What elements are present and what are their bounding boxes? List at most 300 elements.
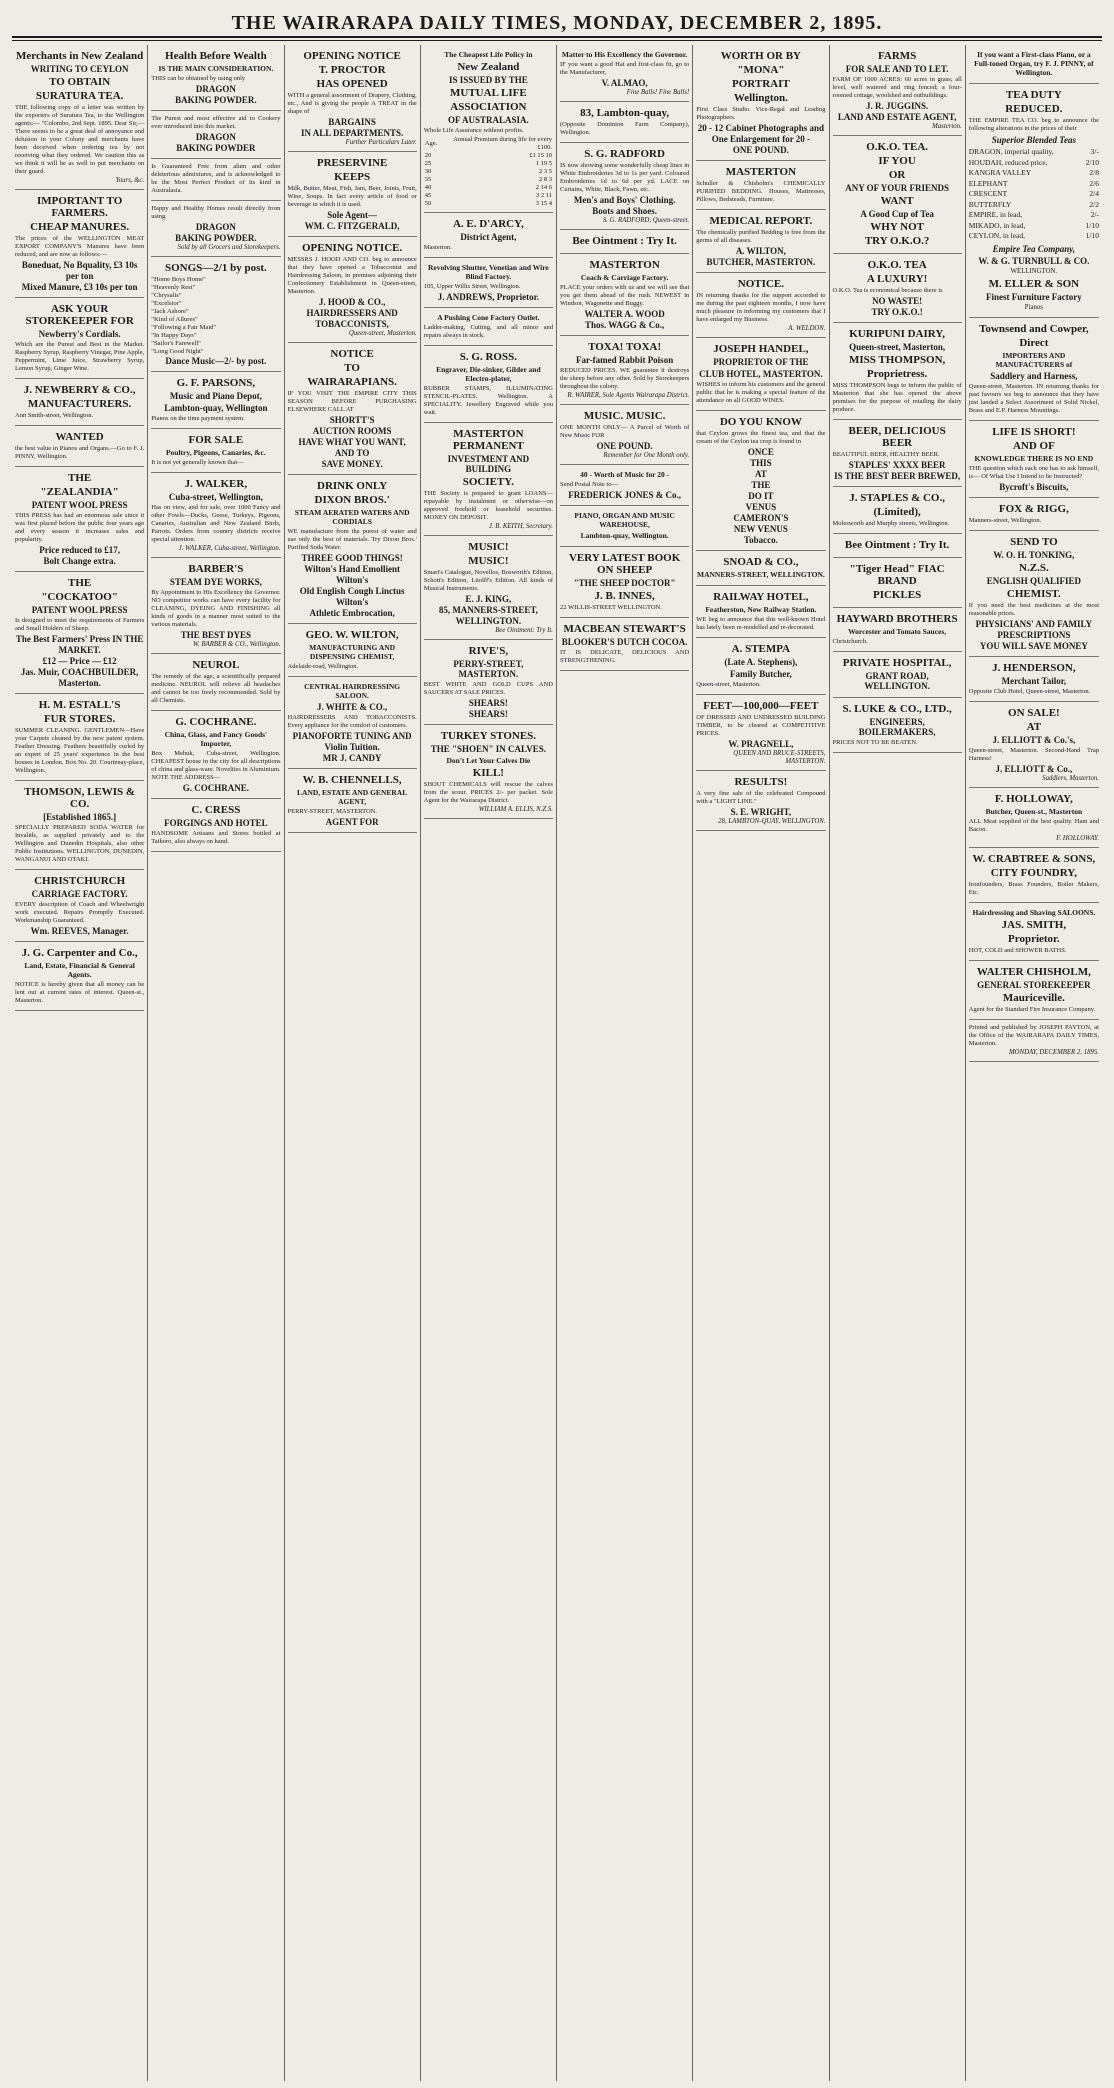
ad-signature: Saddlers, Masterton. — [1042, 774, 1099, 782]
ad-heading: MUSIC! — [468, 555, 509, 567]
ad-heading: J. G. Carpenter and Co., — [21, 947, 138, 959]
ad-display-line: W. & G. TURNBULL & CO. — [978, 255, 1090, 266]
ad-body: It is not yet generally known that— — [151, 459, 244, 466]
ad-heading: TOXA! TOXA! — [588, 341, 662, 353]
table-row — [424, 160, 553, 168]
ad-heading: DO YOU KNOW — [719, 416, 802, 428]
ad-heading: Butcher, Queen-st., Masterton — [985, 806, 1083, 816]
ad-body: THIS PRESS has had an enormous sale since it was first placed before the public four years ago and every season it increases sales and popularity. — [15, 512, 145, 543]
ad-heading: Finest Furniture Factory — [985, 291, 1082, 302]
ad-display-line: DRAGON — [195, 222, 236, 232]
ad-heading: "COCKATOO" — [41, 591, 118, 603]
ad-heading: 40 - Worth of Music for 20 - — [580, 470, 670, 479]
ad-heading: J. B. INNES, — [594, 590, 655, 602]
ad-heading: ENGLISH QUALIFIED — [986, 575, 1082, 586]
ad-body: SUMMER CLEANING. GENTLEMEN—Have your Carpets cleaned by the new patent system. Feather Dressing. Feathers beautifully curled by an expert of 25 years' experience in the best houses in London. Box No. 20. Courtenay-place, Wellington. — [15, 727, 145, 774]
ad-display-line: SAVE MONEY. — [321, 459, 383, 469]
ad-heading: (Limited), — [873, 506, 921, 518]
ad-heading: THE "SHOEN" IN CALVES. — [430, 744, 546, 754]
advertisement — [833, 487, 962, 534]
ad-display-line: VENUS — [745, 502, 777, 512]
ad-display-line: MR J. CANDY — [322, 753, 382, 763]
ad-signature: Remember for One Month only. — [603, 452, 690, 459]
advertisement — [424, 640, 553, 725]
ad-heading: MUSIC! — [468, 541, 509, 553]
ad-heading: Land, Estate, Financial & General Agents. — [24, 961, 135, 979]
ad-heading: DRINK ONLY — [317, 480, 388, 492]
advertisement — [288, 152, 417, 237]
tea-price: 2/6 — [1089, 178, 1099, 188]
ad-heading: OR — [888, 169, 906, 181]
ad-heading: GRANT ROAD, WELLINGTON. — [864, 671, 930, 691]
ad-signature: WILLIAM A. ELLIS, N.Z.S. — [478, 806, 553, 813]
ad-display-line: BAKING POWDER. — [175, 233, 257, 243]
ad-heading: N.Z.S. — [1019, 561, 1049, 574]
ad-heading: M. ELLER & SON — [988, 277, 1080, 290]
ad-body: The remedy of the age; a scientifically prepared medicine. NEUROL will relieve all headaches and cannot be too freely recommended. Sold by all Chemists. — [151, 673, 281, 704]
ad-heading: SURATURA TEA. — [35, 90, 124, 102]
ad-display-line: Violin Tuition. — [324, 742, 380, 752]
ad-heading: AND OF — [1012, 439, 1055, 452]
ad-display-line: Dance Music—2/- by post. — [165, 356, 267, 366]
ad-body: MISS THOMPSON begs to inform the public of Masterton that she has opened the above premises for the purpose of retailing the dairy produce. — [832, 382, 962, 413]
advertisement — [151, 473, 280, 558]
tea-price: 3/- — [1090, 147, 1099, 156]
ad-heading: SONGS—2/1 by post. — [164, 262, 267, 274]
ad-body: IF YOU VISIT THE EMPIRE CITY THIS SEASON BEFORE PURCHASING ELSEWHERE CALL AT — [287, 390, 417, 413]
ad-heading: ANY OF YOUR FRIENDS — [845, 183, 949, 193]
advertisement — [560, 254, 689, 336]
advertisement — [969, 318, 1099, 421]
ad-body: PERRY-STREET, MASTERTON. — [287, 808, 377, 815]
ad-heading: LAND, ESTATE AND GENERAL AGENT, — [297, 788, 408, 806]
tea-name: EMPIRE, in lead, — [968, 210, 1023, 219]
advertisement — [969, 531, 1099, 657]
ad-body: Queen-street, Masterton. — [696, 681, 761, 688]
advertisement — [696, 338, 825, 411]
ad-body: Happy and Healthy Homes result directly from using — [151, 205, 281, 220]
advertisement — [833, 254, 962, 323]
ad-heading: OF AUSTRALASIA. — [448, 115, 529, 125]
ad-body: Molesworth and Murphy streets, Wellington. — [832, 520, 950, 527]
advertisement — [151, 372, 280, 429]
ad-body: WISHES to inform his customers and the general public that he is making a special feature of the attendance on all GOOD WINES. — [696, 381, 826, 404]
advertisement — [969, 421, 1099, 498]
ad-body: 105, Upper Willis Street, Wellington. — [423, 283, 521, 290]
ad-body: IF you want a good Hat and first-class fit, go to the Manufacturer, — [560, 61, 690, 76]
ad-signature: R. WAIRER, Sole Agents Wairarapa District. — [567, 392, 690, 399]
ad-body: Box Mehuk, Cuba-street, Wellington. CHEAPEST house in the city for all descriptions of china and glass-ware. Novelties in Aluminium. NOTE THE ADDRESS— — [151, 750, 281, 781]
ad-body: By Appointment to His Excellency the Governor. NO competitor works can have every facility for CLEANING, DYEING AND FINISHING all kinds of goods in a manner most suited to the various materials. — [151, 589, 281, 628]
tea-price-row — [969, 147, 1099, 158]
advertisement — [833, 45, 962, 136]
ad-display-line: THIS — [750, 458, 772, 468]
ad-display-line: J. R. JUGGINS. — [865, 101, 929, 111]
tea-price-row — [969, 158, 1099, 169]
tea-duty-ad — [969, 84, 1099, 318]
table-cell: 3 2 11 — [535, 192, 552, 199]
list-item: "Sailor's Farewell" — [151, 340, 201, 347]
ad-heading: Lambton-quay, Wellington. — [580, 531, 669, 540]
ad-body: Pianos — [1024, 303, 1043, 311]
ad-heading: O.K.O. TEA. — [866, 141, 929, 153]
ad-heading: Music and Piano Depot, — [169, 391, 262, 401]
ad-heading: PORTRAIT — [732, 78, 790, 90]
ad-body: FARM OF 1000 ACRES: 60 acres in grass; all level, well watered and ring fenced; a four-roomed cottage, woolshed and outbuildings. — [832, 76, 962, 99]
ad-body: Masterton. — [423, 244, 452, 251]
ad-heading: China, Glass, and Fancy Goods' Importer, — [164, 730, 268, 748]
table-row — [424, 192, 553, 200]
ad-display-line: WM. C. FITZGERALD, — [304, 221, 400, 231]
ad-heading: KEEPS — [334, 171, 371, 183]
ad-signature: MONDAY, DECEMBER 2, 1895. — [1009, 1048, 1099, 1056]
ad-display-line: Bolt Change extra. — [43, 556, 116, 566]
ad-heading: J. WALKER, — [184, 478, 248, 490]
advertisement — [969, 848, 1099, 903]
table-cell: 2 14 6 — [535, 184, 552, 191]
ad-body: the best value in Pianos and Organs.—Go to F. J. PINNY, Wellington. — [15, 445, 145, 460]
advertisement — [833, 136, 962, 254]
ad-heading: "MONA" — [737, 64, 785, 76]
advertisement — [15, 942, 144, 1011]
advertisement — [969, 657, 1099, 702]
ad-display-line: BUTCHER, MASTERTON. — [706, 257, 816, 267]
tea-name: ELEPHANT — [968, 178, 1008, 188]
ad-display-line: ONCE — [747, 447, 774, 457]
ad-heading: TURKEY STONES. — [440, 730, 537, 742]
ad-heading: Poultry, Pigeons, Canaries, &c. — [165, 448, 266, 457]
advertisement — [969, 498, 1099, 531]
ad-heading: FOR SALE — [188, 434, 244, 446]
ad-heading: WAIRARAPIANS. — [307, 376, 397, 388]
ad-heading: O.K.O. TEA — [867, 259, 927, 271]
ad-display-line: Mixed Manure, £3 10s per ton — [21, 282, 138, 292]
ad-display-line: DRAGON — [195, 132, 236, 142]
advertisement — [15, 426, 144, 467]
ad-heading: ASK YOUR STOREKEEPER FOR — [25, 303, 134, 327]
ad-heading: S. G. RADFORD — [584, 148, 665, 160]
advertisement — [560, 102, 689, 143]
advertisement — [288, 769, 417, 833]
ad-heading: Wellington. — [733, 92, 788, 104]
tea-name: HOUDAH, reduced price, — [968, 157, 1048, 167]
ad-signature: Yours, &c. — [115, 177, 145, 184]
ad-body: First Class Studio. Vice-Regal and Leading Photographers. — [696, 106, 826, 121]
advertisement — [560, 465, 689, 506]
ad-display-line: G. COCHRANE. — [182, 783, 249, 793]
ad-heading: W. CRABTREE & SONS, — [972, 852, 1096, 865]
ad-signature: J. B. KEITH, Secretary. — [488, 523, 553, 530]
advertisement — [560, 143, 689, 230]
ad-heading: Health Before Wealth — [165, 50, 267, 62]
ad-display-line: Thos. WAGG & Co., — [584, 320, 665, 330]
ad-heading: J. HENDERSON, — [992, 661, 1076, 674]
ad-heading: HAYWARD BROTHERS — [836, 613, 958, 625]
ad-display-line: J. ELLIOTT & Co., — [995, 763, 1073, 774]
table-cell: 30 — [424, 168, 432, 175]
table-row — [424, 136, 553, 152]
ad-heading: RIVE'S, — [468, 645, 509, 657]
ad-heading: New Zealand — [457, 61, 520, 73]
ad-heading: MANUFACTURING AND DISPENSING CHEMIST, — [309, 643, 396, 661]
advertisement — [15, 379, 144, 426]
ad-heading: VERY LATEST BOOK ON SHEEP — [568, 552, 681, 576]
ad-heading: SOCIETY. — [462, 476, 514, 488]
advertisement — [696, 771, 825, 831]
ad-display-line: J. HOOD & CO., — [318, 297, 386, 307]
ad-heading: CENTRAL HAIRDRESSING SALOON. — [304, 682, 401, 700]
ad-heading: Bee Ointment : Try It. — [572, 235, 677, 247]
advertisement — [15, 190, 144, 298]
ad-display-line: BAKING POWDER. — [175, 95, 257, 105]
ad-display-line: DO IT — [748, 491, 774, 501]
ad-heading: WALTER CHISHOLM, — [976, 965, 1091, 978]
ad-display-line: SHEARS! — [468, 698, 508, 708]
ad-heading: Cuba-street, Wellington, — [168, 492, 263, 502]
ad-heading: J. ELLIOTT & Co.'s, — [992, 734, 1076, 745]
advertisement — [424, 258, 553, 308]
advertisement — [833, 534, 962, 558]
ad-display-line: THE — [751, 480, 771, 490]
ad-heading: FARMS — [877, 50, 917, 62]
advertisement — [151, 711, 280, 799]
advertisement — [833, 323, 962, 420]
ad-display-line: AGENT FOR — [325, 817, 379, 827]
ad-display-line: The Best Farmers' Press IN THE MARKET. — [15, 634, 144, 655]
ad-body: WE manufacture from the purest of water and use only the best of materials. Try Dixon Bros.' Purified Soda Water. — [287, 528, 417, 551]
ad-heading: Family Butcher, — [730, 669, 792, 679]
song-list — [151, 276, 280, 356]
ad-heading: NOTICE — [330, 348, 374, 360]
ad-body: THE EMPIRE TEA CO. beg to announce the following alterations in the prices of their — [968, 117, 1099, 132]
ad-heading: MUSIC. MUSIC. — [583, 410, 666, 422]
ad-heading: CHEMIST. — [1006, 587, 1061, 600]
ad-display-line: Old English Cough Linctus — [299, 586, 405, 596]
ad-body: Opposite Club Hotel, Queen-street, Masterton. — [968, 687, 1091, 695]
advertisement — [833, 652, 962, 698]
ad-heading: PICKLES — [872, 589, 922, 601]
ad-heading: THE — [68, 472, 92, 484]
ad-display-line: Tobacco. — [743, 535, 778, 545]
ad-body: The prices of the WELLINGTON MEAT EXPORT COMPANY'S Manures have been reduced, and are now as follows:— — [15, 235, 145, 258]
ad-body: THE Society is prepared to grant LOANS—repayable by instalment or otherwise—on approved freehold or leasehold securities. MONEY ON DEPOSIT. — [423, 490, 553, 521]
ad-heading: T. PROCTOR — [318, 64, 386, 76]
ad-heading: SEND TO — [1010, 535, 1058, 548]
ad-display-line: THREE GOOD THINGS! — [301, 553, 403, 563]
ad-body: SHOUT CHEMICALS will rescue the calves from the scour. PRICES 2/- per packet. Sole Agent for the Wairarapa District. — [423, 781, 553, 804]
ad-heading: PROPRIETOR OF THE — [713, 357, 809, 367]
ad-display-line: NEW VENUS — [733, 524, 788, 534]
ad-heading: WORTH OR BY — [720, 50, 802, 62]
ad-body: If you need the best medicines at the most reasonable prices. — [968, 601, 1099, 617]
advertisement — [15, 45, 144, 190]
tea-name: BUTTERFLY — [968, 199, 1012, 209]
advertisement — [424, 725, 553, 819]
ad-display-line: LAND AND ESTATE AGENT, — [837, 112, 957, 122]
list-item: "Kind of Allures" — [151, 316, 198, 323]
column-7 — [830, 45, 966, 2081]
ad-heading: TO — [344, 362, 360, 374]
advertisement — [696, 695, 825, 771]
advertisement — [560, 506, 689, 547]
ad-heading: IF YOU — [878, 155, 916, 167]
advertisement — [424, 346, 553, 423]
ad-signature: Fine Balls! Fine Balls! — [626, 89, 690, 96]
column-2 — [148, 45, 284, 2081]
ad-display-line: FREDERICK JONES & Co., — [568, 490, 681, 500]
ad-display-line: V. ALMAO, — [601, 78, 648, 88]
tea-price: 1/10 — [1085, 231, 1099, 240]
ad-display-line: CAMERON'S — [733, 513, 789, 523]
advertisement — [424, 308, 553, 346]
ad-heading: IMPORTANT TO FARMERS. — [36, 195, 123, 219]
ad-body: IT IS DELICATE, DELICIOUS AND STRENGTHENING. — [560, 649, 690, 664]
ad-display-line: IN ALL DEPARTMENTS. — [300, 128, 404, 138]
ad-body: EVERY description of Coach and Wheelwright work executed. Repairs Promptly Executed. Workmanship Guaranteed. — [15, 901, 145, 924]
ad-heading: "THE SHEEP DOCTOR" — [573, 578, 676, 588]
ad-signature: Queen-street, Masterton. — [348, 330, 417, 337]
ad-heading: The Cheapest Life Policy in — [444, 50, 533, 59]
ad-display-line: J. ANDREWS, Proprietor. — [437, 292, 539, 302]
ad-body: OF DRESSED AND UNDRESSED BUILDING TIMBER, to be cleared at COMPETITIVE PRICES. — [696, 714, 826, 737]
ad-heading: G. F. PARSONS, — [176, 377, 256, 389]
ad-heading: Hairdressing and Shaving SALOONS. — [972, 907, 1096, 917]
ad-heading: A LUXURY! — [866, 273, 928, 285]
ad-body: BEAUTIFUL BEER, HEALTHY BEER. — [832, 451, 940, 458]
ad-signature: S. G. RADFORD, Queen-street. — [602, 217, 690, 224]
table-cell: 40 — [424, 184, 432, 191]
ad-body: Milk, Butter, Meat, Fish, Jam, Beer, Joints, Fruit, Wine, Soups. In fact every article of food or beverage in which it is used. — [287, 185, 417, 208]
ad-heading: J. STAPLES & CO., — [849, 492, 945, 504]
ad-heading: MASTERTON — [725, 166, 797, 178]
ad-body: (Opposite Dominion Farm Company), Wellington. — [560, 121, 690, 136]
advertisement — [696, 638, 825, 695]
ad-display-line: YOU WILL SAVE MONEY — [979, 640, 1088, 651]
ad-heading: WHY NOT — [870, 221, 924, 233]
ad-heading: FUR STORES. — [43, 713, 116, 725]
ad-heading: STEAM AERATED WATERS AND CORDIALS — [294, 508, 410, 526]
ad-body: WELLINGTON. — [1010, 267, 1058, 275]
ad-body: Whole Life Assurance without profits. — [423, 127, 524, 134]
masthead-rule — [12, 38, 1102, 41]
ad-body: Queen-street, Masterton. IN returning thanks for past favours we beg to announce that they have just landed a Select Assortment of Solid Nickel, Brass and E.P. Harness Mountings. — [968, 382, 1099, 414]
ad-body: that Ceylon grows the finest tea, and that the cream of the Ceylon tea crop is found in — [696, 430, 826, 445]
tea-price-row — [969, 200, 1099, 211]
ad-heading: Engraver, Die-sinker, Gilder and Electro-plater, — [436, 365, 541, 383]
ad-heading: PRESERVINE — [316, 157, 388, 169]
tea-price: 2/2 — [1089, 199, 1099, 209]
ad-heading: Queen-street, Masterton, — [849, 342, 946, 352]
ad-heading: KURIPUNI DAIRY, — [849, 328, 946, 340]
ad-heading: A. E. D'ARCY, — [452, 218, 524, 230]
ad-body: Smart's Catalogue, Novellos, Bosworth's Edition, Schott's Edition, Litolff's Edition. All kinds of Musical Instruments. — [423, 569, 553, 592]
advertisement — [151, 429, 280, 473]
advertisement — [560, 547, 689, 618]
advertisement — [696, 411, 825, 551]
ad-heading: Matter to His Excellency the Governor. — [561, 50, 688, 59]
ad-display-line: Jas. Muir, COACHBUILDER, Masterton. — [20, 667, 139, 688]
columns — [12, 45, 1102, 2081]
ad-heading: MACBEAN STEWART'S — [563, 623, 686, 635]
ad-display-line: PIANOFORTE TUNING AND — [292, 731, 412, 741]
table-cell: 2 3 5 — [539, 168, 552, 175]
ad-signature: Sold by all Grocers and Storekeepers. — [177, 244, 281, 251]
ad-heading: Lambton-quay, Wellington — [164, 403, 268, 413]
ad-heading: IS THE MAIN CONSIDERATION. — [158, 64, 274, 73]
ad-heading: (Late A. Stephens), — [724, 657, 798, 667]
ad-heading: A. STEMPA — [731, 643, 791, 655]
table-row — [424, 184, 553, 192]
ad-heading: Newberry's Cordials. — [38, 329, 121, 339]
ad-body: RUBBER STAMPS, ILLUMINATING STENCIL-PLATES. Wellington. A SPECIALITY. Jewellery Engraved while you wait. — [423, 385, 553, 416]
ad-heading: KNOWLEDGE THERE IS NO END — [974, 453, 1094, 463]
ad-display-line: AT — [754, 469, 767, 479]
ad-display-line: ONE POUND. — [596, 441, 653, 451]
tea-price: 2/8 — [1089, 168, 1099, 177]
ad-heading: PIANO, ORGAN AND MUSIC WAREHOUSE, — [574, 511, 675, 529]
advertisement — [833, 608, 962, 652]
ad-display-line: THE BEST DYES — [180, 630, 252, 640]
ad-body: WE beg to announce that this well-known Hotel has lately been re-modelled and re-decorated. — [696, 616, 826, 631]
advertisement — [15, 781, 144, 870]
ad-display-line: Price reduced to £17, — [39, 545, 121, 555]
ad-heading: Featherston, New Railway Station. — [705, 605, 817, 614]
ad-heading: RESULTS! — [734, 776, 788, 788]
tea-price: 2/10 — [1085, 157, 1099, 167]
ad-heading: Superior Blended Teas — [991, 135, 1076, 145]
ad-heading: J. WHITE & CO., — [316, 702, 388, 712]
ad-signature: F. HOLLOWAY. — [1056, 834, 1099, 842]
ad-heading: Merchant Tailor, — [1001, 675, 1067, 686]
ad-heading: Proprietor. — [1008, 932, 1060, 945]
ad-body: Schuller & Chisholm's CHEMICALLY PURIFIED BEDDING. Houses, Mattresses, Pillows, Bedsteads, Furniture. — [696, 180, 826, 203]
tea-name: CEYLON, in lead, — [968, 231, 1025, 240]
ad-heading: Proprietress. — [866, 368, 928, 380]
ad-heading: Empire Tea Company, — [992, 243, 1076, 254]
column-3 — [285, 45, 421, 2081]
ad-heading: TO OBTAIN — [49, 76, 111, 88]
tea-name: KANGRA VALLEY — [968, 168, 1032, 177]
ad-body: The chemically purified Bedding is free from the germs of all diseases. — [696, 229, 826, 244]
advertisement — [833, 420, 962, 487]
ad-heading: LIFE IS SHORT! — [992, 425, 1076, 438]
ad-heading: W. B. CHENNELLS, — [302, 774, 402, 786]
advertisement — [288, 475, 417, 624]
ad-heading: WANTED — [55, 431, 104, 443]
ad-heading: NEUROL — [192, 659, 240, 671]
ad-body: Agent for the Standard Fire Insurance Company. — [968, 1005, 1096, 1013]
ad-display-line: Boneduat, No Bquality, £3 10s per ton — [21, 260, 138, 281]
ad-body: A very fine sale of the celebrated Compound with a "LIGHT LINE." — [696, 790, 826, 805]
ad-display-line: AND TO — [334, 448, 370, 458]
list-item: "In Happy Days" — [151, 332, 197, 339]
ad-heading: MEDICAL REPORT. — [709, 215, 813, 227]
advertisement — [969, 702, 1099, 788]
advertisement — [151, 159, 280, 201]
ad-body: Adelaide-road, Wellington. — [287, 663, 359, 670]
ad-heading: IMPORTERS AND MANUFACTURERS of — [995, 350, 1073, 369]
advertisement — [15, 694, 144, 781]
ad-display-line: E. J. KING, — [465, 594, 512, 604]
ad-heading: CHEAP MANURES. — [30, 221, 130, 233]
ad-display-line: SHEARS! — [468, 709, 508, 719]
ad-display-line: £12 — Price — £12 — [42, 656, 117, 666]
ad-body: Ladder-making, Cutting, and all minor and repairs always in stock. — [423, 324, 553, 339]
ad-display-line: BARGAINS — [328, 117, 376, 127]
ad-body: THE following copy of a letter was written by the exporters of Suratura Tea, to the Wellington agents:— "Colombo, 2nd Sept. 1895. Dear Sir,—There seems to be a great deal of annoyance and delusion in your Colony and merchants have been deceived when ordering tea by not receiving what they ordered. We caution this as we think it will be as well to put merchants on their guard. — [15, 104, 145, 175]
advertisement — [696, 586, 825, 638]
advertisement — [15, 467, 144, 572]
